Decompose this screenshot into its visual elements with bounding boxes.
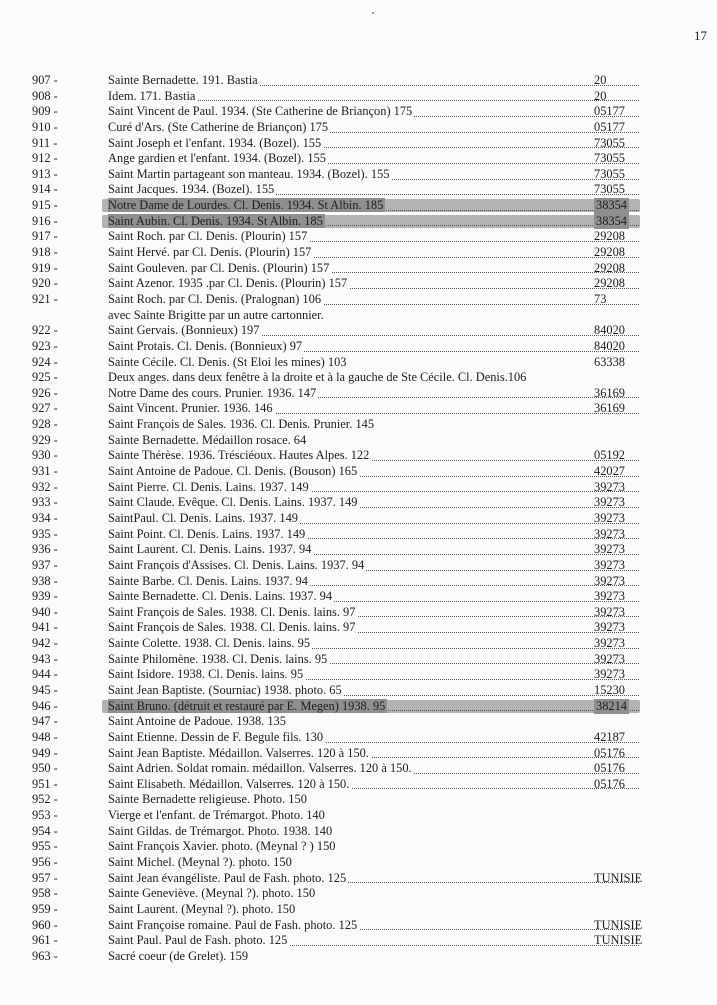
entry-description <box>108 495 639 511</box>
entry-number: 938 - <box>32 573 58 588</box>
entry-row <box>0 746 717 762</box>
entry-description <box>108 167 639 183</box>
entry-row <box>0 886 717 902</box>
entry-description <box>108 120 639 136</box>
entry-description <box>108 620 639 636</box>
entry-code: 39273 <box>594 510 625 525</box>
entry-code: 20 <box>594 73 607 87</box>
entry-text: Saint Protais. Cl. Denis. (Bonnieux) 97 <box>108 338 303 353</box>
entry-number: 960 - <box>32 917 58 932</box>
entry-description <box>108 855 717 871</box>
entry-row <box>0 386 717 402</box>
entry-code: 84020 <box>594 338 625 353</box>
entry-description <box>108 574 639 590</box>
entry-code: 38214 <box>596 698 627 713</box>
entry-number: 920 - <box>32 276 58 291</box>
entry-number: 940 - <box>32 604 58 619</box>
entry-text: Sainte Geneviève. (Meynal ?). photo. 150 <box>108 886 316 901</box>
entry-number: 927 - <box>32 401 58 416</box>
entry-description <box>108 839 717 855</box>
entry-text: Saint Etienne. Dessin de F. Begule fils. 130 <box>108 729 324 744</box>
entry-row <box>0 589 717 605</box>
entry-number: 954 - <box>32 823 58 838</box>
entry-code: 36169 <box>594 401 625 416</box>
entry-description <box>108 792 717 808</box>
entry-number: 948 - <box>32 729 58 744</box>
entry-number: 919 - <box>32 260 58 275</box>
entry-text: Saint François de Sales. 1938. Cl. Denis. lains. 97 <box>108 620 356 635</box>
entry-number: 939 - <box>32 589 58 604</box>
entry-number: 923 - <box>32 338 58 353</box>
entry-description <box>108 933 639 949</box>
entry-number: 953 - <box>32 808 58 823</box>
entry-text: Saint Roch. par Cl. Denis. (Plourin) 157 <box>108 229 308 244</box>
entry-list <box>0 73 717 965</box>
entry-code: 36169 <box>594 385 625 400</box>
entry-code: 05192 <box>594 448 625 463</box>
entry-text: Saint Laurent. Cl. Denis. Lains. 1937. 94 <box>108 542 312 557</box>
entry-code: 73 <box>594 291 607 306</box>
entry-code: 38354 <box>596 213 627 228</box>
entry-row <box>0 605 717 621</box>
entry-row <box>0 167 717 183</box>
entry-description <box>108 151 639 167</box>
entry-code: 39273 <box>594 620 625 635</box>
entry-row <box>0 89 717 105</box>
entry-number: 951 - <box>32 776 58 791</box>
entry-text: Saint Vincent. Prunier. 1936. 146 <box>108 401 273 416</box>
entry-description <box>108 261 639 277</box>
entry-text: Notre Dame de Lourdes. Cl. Denis. 1934. St Albin. 185 <box>108 198 384 213</box>
entry-number: 931 - <box>32 464 58 479</box>
page-number: 17 <box>694 28 707 43</box>
entry-number: 925 - <box>32 370 58 385</box>
entry-number: 944 - <box>32 667 58 682</box>
entry-description <box>108 683 639 699</box>
entry-code: 39273 <box>594 604 625 619</box>
entry-code: 63338 <box>594 354 625 369</box>
entry-description <box>108 714 717 730</box>
entry-text: Sainte Bernadette religieuse. Photo. 150 <box>108 792 307 807</box>
entry-row <box>0 229 717 245</box>
entry-code: 39273 <box>594 667 625 682</box>
entry-text: avec Sainte Brigitte par un autre cartonnier. <box>108 307 324 322</box>
entry-code: 39273 <box>594 651 625 666</box>
entry-description <box>108 214 639 230</box>
entry-description <box>108 652 639 668</box>
entry-code: 84020 <box>594 323 625 338</box>
entry-description <box>108 558 639 574</box>
entry-number: 922 - <box>32 323 58 338</box>
entry-number: 963 - <box>32 948 58 963</box>
entry-text: Idem. 171. Bastia <box>108 88 196 103</box>
entry-description <box>108 949 717 965</box>
entry-code: TUNISIE <box>594 933 643 948</box>
entry-row <box>0 839 717 855</box>
entry-row <box>0 276 717 292</box>
entry-code: 29208 <box>594 229 625 244</box>
entry-text: Sainte Philomène. 1938. Cl. Denis. lains. 95 <box>108 651 328 666</box>
entry-text: Vierge et l'enfant. de Trémargot. Photo. 140 <box>108 808 325 823</box>
entry-description <box>108 761 639 777</box>
entry-row <box>0 918 717 934</box>
entry-row <box>0 792 717 808</box>
entry-row <box>0 511 717 527</box>
entry-text: Saint Bruno. (détruit et restauré par E. Megen) 1938. 95 <box>108 698 386 713</box>
entry-code: 73055 <box>594 182 625 197</box>
entry-number: 915 - <box>32 198 58 213</box>
entry-description <box>108 636 639 652</box>
entry-text: Saint François d'Assises. Cl. Denis. Lains. 1937. 94 <box>108 557 365 572</box>
entry-number: 956 - <box>32 855 58 870</box>
entry-code: 05177 <box>594 119 625 134</box>
entry-text: Sainte Bernadette. Médaillon rosace. 64 <box>108 432 307 447</box>
entry-row <box>0 120 717 136</box>
entry-code: 39273 <box>594 495 625 510</box>
entry-code: 29208 <box>594 245 625 260</box>
entry-text: Saint Point. Cl. Denis. Lains. 1937. 149 <box>108 526 306 541</box>
entry-row <box>0 433 717 449</box>
entry-row <box>0 323 717 339</box>
entry-description <box>108 542 639 558</box>
entry-code: 39273 <box>594 573 625 588</box>
entry-text: Saint Roch. par Cl. Denis. (Pralognan) 106 <box>108 291 322 306</box>
entry-row <box>0 808 717 824</box>
entry-text: Saint Claude. Evêque. Cl. Denis. Lains. 1937. 149 <box>108 495 358 510</box>
entry-row <box>0 558 717 574</box>
entry-text: Saint Françoise romaine. Paul de Fash. photo. 125 <box>108 917 358 932</box>
entry-text: Saint Aubin. Cl. Denis. 1934. St Albin. 185 <box>108 213 323 228</box>
entry-code: 73055 <box>594 166 625 181</box>
entry-description <box>108 136 639 152</box>
entry-row <box>0 652 717 668</box>
entry-description <box>108 448 639 464</box>
entry-description <box>108 589 639 605</box>
entry-row <box>0 667 717 683</box>
entry-description <box>108 386 639 402</box>
entry-description <box>108 746 639 762</box>
entry-description <box>108 902 717 918</box>
entry-text: Sainte Cécile. Cl. Denis. (St Eloi les mines) 103 <box>108 354 347 369</box>
entry-code: 38354 <box>596 198 627 213</box>
entry-code: 05177 <box>594 104 625 119</box>
entry-text: Saint Gildas. de Trémargot. Photo. 1938. 140 <box>108 823 333 838</box>
entry-code: 05176 <box>594 745 625 760</box>
entry-number: 917 - <box>32 229 58 244</box>
entry-description <box>108 511 639 527</box>
entry-description <box>108 198 639 214</box>
entry-description <box>108 276 639 292</box>
entry-text: Saint Azenor. 1935 .par Cl. Denis. (Plourin) 157 <box>108 276 348 291</box>
entry-row <box>0 339 717 355</box>
entry-row <box>0 401 717 417</box>
entry-number: 950 - <box>32 761 58 776</box>
entry-code: 39273 <box>594 636 625 651</box>
entry-text: Saint François de Sales. 1936. Cl. Denis. Prunier. 145 <box>108 417 375 432</box>
entry-text: Saint Gouleven. par Cl. Denis. (Plourin) 157 <box>108 260 330 275</box>
entry-description <box>108 433 717 449</box>
entry-text: Ange gardien et l'enfant. 1934. (Bozel). 155 <box>108 151 326 166</box>
entry-text: Saint Jean Baptiste. (Sourniac) 1938. photo. 65 <box>108 682 342 697</box>
entry-text: Deux anges. dans deux fenêtre à la droite et à la gauche de Ste Cécile. Cl. Denis.106 <box>108 370 527 385</box>
entry-row <box>0 871 717 887</box>
entry-description <box>108 89 639 105</box>
entry-text: Sainte Colette. 1938. Cl. Denis. lains. 95 <box>108 636 311 651</box>
entry-number: 945 - <box>32 682 58 697</box>
entry-code: 29208 <box>594 276 625 291</box>
entry-row <box>0 527 717 543</box>
entry-text: Saint Gervais. (Bonnieux) 197 <box>108 323 260 338</box>
entry-text: Saint François Xavier. photo. (Meynal ? ) 150 <box>108 839 336 854</box>
entry-number: 928 - <box>32 417 58 432</box>
entry-row <box>0 495 717 511</box>
entry-number: 916 - <box>32 213 58 228</box>
entry-row <box>0 902 717 918</box>
entry-number: 949 - <box>32 745 58 760</box>
entry-number: 930 - <box>32 448 58 463</box>
entry-code: 39273 <box>594 526 625 541</box>
entry-number: 957 - <box>32 870 58 885</box>
entry-code: 39273 <box>594 542 625 557</box>
entry-description <box>108 355 717 371</box>
entry-code: 29208 <box>594 260 625 275</box>
entry-description <box>108 730 639 746</box>
entry-text: Saint Vincent de Paul. 1934. (Ste Catherine de Briançon) 175 <box>108 104 413 119</box>
entry-code: 05176 <box>594 776 625 791</box>
entry-text: Sacré coeur (de Grelet). 159 <box>108 948 249 963</box>
entry-text: Saint Jacques. 1934. (Bozel). 155 <box>108 182 275 197</box>
entry-text: Sainte Bernadette. Cl. Denis. Lains. 1937. 94 <box>108 589 333 604</box>
entry-row <box>0 151 717 167</box>
entry-row <box>0 714 717 730</box>
entry-row <box>0 855 717 871</box>
entry-number: 913 - <box>32 166 58 181</box>
entry-text: Saint Pierre. Cl. Denis. Lains. 1937. 149 <box>108 479 309 494</box>
entry-text: Sainte Bernadette. 191. Bastia <box>108 73 258 87</box>
entry-text: Saint Martin partageant son manteau. 1934. (Bozel). 155 <box>108 166 390 181</box>
entry-text: Saint Jean évangéliste. Paul de Fash. photo. 125 <box>108 870 347 885</box>
entry-text: Sainte Thérèse. 1936. Trésciéoux. Hautes Alpes. 122 <box>108 448 370 463</box>
entry-code: 42027 <box>594 464 625 479</box>
entry-number: 924 - <box>32 354 58 369</box>
entry-row <box>0 464 717 480</box>
entry-text: SaintPaul. Cl. Denis. Lains. 1937. 149 <box>108 510 298 525</box>
entry-text: Saint Michel. (Meynal ?). photo. 150 <box>108 855 292 870</box>
entry-text: Saint François de Sales. 1938. Cl. Denis. lains. 97 <box>108 604 356 619</box>
entry-text: Saint Adrien. Soldat romain. médaillon. Valserres. 120 à 150. <box>108 761 412 776</box>
entry-description <box>108 104 639 120</box>
entry-number: 937 - <box>32 557 58 572</box>
entry-number: 958 - <box>32 886 58 901</box>
entry-description <box>108 292 639 308</box>
entry-code: 20 <box>594 88 607 103</box>
entry-row <box>0 824 717 840</box>
entry-description <box>108 871 639 887</box>
entry-code: 73055 <box>594 151 625 166</box>
entry-text: Saint Isidore. 1938. Cl. Denis. lains. 95 <box>108 667 304 682</box>
entry-description <box>108 605 639 621</box>
entry-code: 39273 <box>594 479 625 494</box>
entry-row <box>0 620 717 636</box>
entry-row <box>0 182 717 198</box>
entry-row <box>0 636 717 652</box>
entry-row <box>0 699 717 715</box>
entry-number: 921 - <box>32 291 58 306</box>
entry-text: Saint Hervé. par Cl. Denis. (Plourin) 157 <box>108 245 312 260</box>
entry-description <box>108 667 639 683</box>
entry-number: 961 - <box>32 933 58 948</box>
entry-text: Saint Paul. Paul de Fash. photo. 125 <box>108 933 288 948</box>
entry-row <box>0 370 717 386</box>
entry-number: 947 - <box>32 714 58 729</box>
entry-row <box>0 104 717 120</box>
entry-description <box>108 323 639 339</box>
entry-row <box>0 683 717 699</box>
entry-text: Saint Antoine de Padoue. Cl. Denis. (Bouson) 165 <box>108 464 358 479</box>
entry-text: Curé d'Ars. (Ste Catherine de Briançon) 175 <box>108 119 329 134</box>
entry-code: 05176 <box>594 761 625 776</box>
entry-row <box>0 355 717 371</box>
entry-number: 935 - <box>32 526 58 541</box>
entry-number: 918 - <box>32 245 58 260</box>
entry-number: 943 - <box>32 651 58 666</box>
entry-code: TUNISIE <box>594 870 643 885</box>
entry-description <box>108 401 639 417</box>
entry-description <box>108 73 639 89</box>
entry-row <box>0 73 717 89</box>
entry-code: 39273 <box>594 589 625 604</box>
entry-row <box>0 480 717 496</box>
entry-text: Saint Laurent. (Meynal ?). photo. 150 <box>108 901 296 916</box>
scan-speck <box>372 12 374 14</box>
entry-number: 908 - <box>32 88 58 103</box>
entry-description <box>108 918 639 934</box>
entry-number: 934 - <box>32 510 58 525</box>
entry-text: Saint Joseph et l'enfant. 1934. (Bozel). 155 <box>108 135 322 150</box>
entry-number: 912 - <box>32 151 58 166</box>
entry-row <box>0 448 717 464</box>
entry-number: 929 - <box>32 432 58 447</box>
entry-number: 959 - <box>32 901 58 916</box>
entry-row <box>0 542 717 558</box>
entry-row <box>0 245 717 261</box>
entry-number: 909 - <box>32 104 58 119</box>
entry-description <box>108 245 639 261</box>
entry-number: 926 - <box>32 385 58 400</box>
entry-number: 933 - <box>32 495 58 510</box>
entry-text: Saint Elisabeth. Médaillon. Valserres. 120 à 150. <box>108 776 350 791</box>
entry-number: 936 - <box>32 542 58 557</box>
entry-text: Saint Jean Baptiste. Médaillon. Valserres. 120 à 150. <box>108 745 369 760</box>
entry-description <box>108 886 717 902</box>
entry-continuation-row <box>0 308 717 324</box>
entry-description <box>108 527 639 543</box>
entry-number: 941 - <box>32 620 58 635</box>
entry-description <box>108 464 639 480</box>
entry-number: 907 - <box>32 73 58 87</box>
entry-code: 15230 <box>594 682 625 697</box>
entry-code: 42187 <box>594 729 625 744</box>
entry-row <box>0 949 717 965</box>
entry-description <box>108 480 639 496</box>
entry-number: 914 - <box>32 182 58 197</box>
entry-number: 955 - <box>32 839 58 854</box>
entry-code: TUNISIE <box>594 917 643 932</box>
entry-number: 932 - <box>32 479 58 494</box>
entry-row <box>0 261 717 277</box>
entry-code: 39273 <box>594 557 625 572</box>
entry-description <box>108 417 717 433</box>
entry-number: 952 - <box>32 792 58 807</box>
entry-description <box>108 808 717 824</box>
entry-description <box>108 699 639 715</box>
entry-number: 910 - <box>32 119 58 134</box>
entry-row <box>0 417 717 433</box>
entry-row <box>0 730 717 746</box>
entry-row <box>0 136 717 152</box>
entry-description <box>108 370 717 386</box>
entry-row <box>0 574 717 590</box>
entry-row <box>0 761 717 777</box>
entry-text: Notre Dame des cours. Prunier. 1936. 147 <box>108 385 317 400</box>
entry-description <box>108 308 717 324</box>
entry-number: 911 - <box>32 135 58 150</box>
entry-text: Saint Antoine de Padoue. 1938. 135 <box>108 714 286 729</box>
entry-row <box>0 214 717 230</box>
entry-description <box>108 229 639 245</box>
entry-row <box>0 292 717 308</box>
entry-description <box>108 777 639 793</box>
entry-description <box>108 824 717 840</box>
entry-row <box>0 933 717 949</box>
entry-text: Sainte Barbe. Cl. Denis. Lains. 1937. 94 <box>108 573 308 588</box>
entry-description <box>108 182 639 198</box>
entry-code: 73055 <box>594 135 625 150</box>
entry-number: 946 - <box>32 698 58 713</box>
entry-row <box>0 198 717 214</box>
entry-row <box>0 777 717 793</box>
entry-description <box>108 339 639 355</box>
entry-number: 942 - <box>32 636 58 651</box>
